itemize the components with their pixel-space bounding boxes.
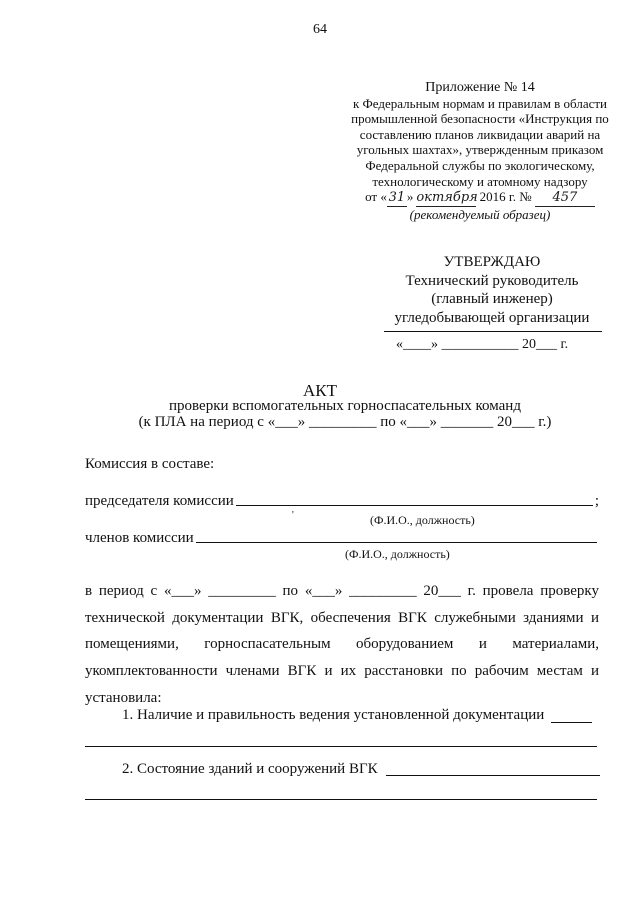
act-period: (к ПЛА на период с «___» _________ по «___» _______ 20___ г.) (138, 414, 552, 430)
appendix-line: к Федеральным нормам и правилам в области (352, 95, 608, 111)
handwritten-order-number: 457 (535, 190, 595, 207)
chairman-blank (236, 505, 593, 506)
stray-mark: ' (292, 510, 294, 521)
handwritten-month: октября (416, 190, 478, 206)
item-documentation-blank (551, 722, 592, 723)
chairman-hint: (Ф.И.О., должность) (370, 513, 475, 527)
date-mid: » (406, 189, 414, 205)
act-subtitle: проверки вспомогательных горноспасательных команд (169, 398, 521, 414)
appendix-line: Федеральной службы по экологическому, (365, 157, 595, 173)
appendix-line: промышленной безопасности «Инструкция по (351, 111, 609, 127)
paragraph-line: укомплектованности членами ВГК и их расстановки по рабочим местам и (85, 663, 599, 680)
approval-line: угледобывающей организации (394, 309, 590, 326)
approval-block (384, 253, 600, 327)
chairman-row (85, 493, 599, 510)
appendix-title: Приложение № 14 (425, 80, 535, 95)
approval-date: «____» ___________ 20___ г. (396, 337, 569, 352)
paragraph-line: установила: (85, 689, 162, 706)
paragraph-line: технической документации ВГК, обеспечения ВГК служебными зданиями и (85, 609, 599, 626)
sample-note: (рекомендуемый образец) (409, 206, 551, 222)
commission-label: Комиссия в составе: (85, 456, 215, 472)
blank-line (85, 746, 597, 747)
page-number: 64 (313, 22, 327, 37)
approval-line: Технический руководитель (405, 272, 579, 289)
appendix-line: угольных шахтах», утвержденным приказом (356, 142, 604, 158)
appendix-block (330, 80, 630, 222)
order-date-line (330, 189, 630, 207)
handwritten-day: 31 (388, 190, 406, 206)
appendix-line: составлению планов ликвидации аварий на (359, 126, 601, 142)
item-buildings: 2. Состояние зданий и сооружений ВГК (122, 761, 378, 777)
approval-line: (главный инженер) (431, 291, 553, 307)
findings-paragraph (85, 578, 599, 712)
act-title: АКТ (303, 381, 337, 400)
approval-line: УТВЕРЖДАЮ (443, 254, 541, 270)
paragraph-line: помещениями, горноспасательным оборудованием и материалами, (85, 636, 599, 653)
signature-line (384, 331, 602, 332)
date-prefix: от « (365, 189, 387, 205)
members-label: членов комиссии (85, 530, 194, 546)
item-documentation: 1. Наличие и правильность ведения установленной документации (122, 707, 545, 723)
date-year: 2016 г. № (476, 189, 535, 205)
blank-line (85, 799, 597, 800)
chairman-end: ; (594, 493, 599, 509)
members-row (85, 530, 599, 547)
members-blank (196, 542, 597, 543)
chairman-label: председателя комиссии (85, 493, 234, 509)
members-hint: (Ф.И.О., должность) (345, 547, 450, 561)
paragraph-line: в период с «___» _________ по «___» _________ 20___ г. провела проверку (85, 583, 599, 599)
item-buildings-blank (386, 775, 600, 776)
appendix-line: технологическому и атомному надзору (372, 173, 588, 189)
